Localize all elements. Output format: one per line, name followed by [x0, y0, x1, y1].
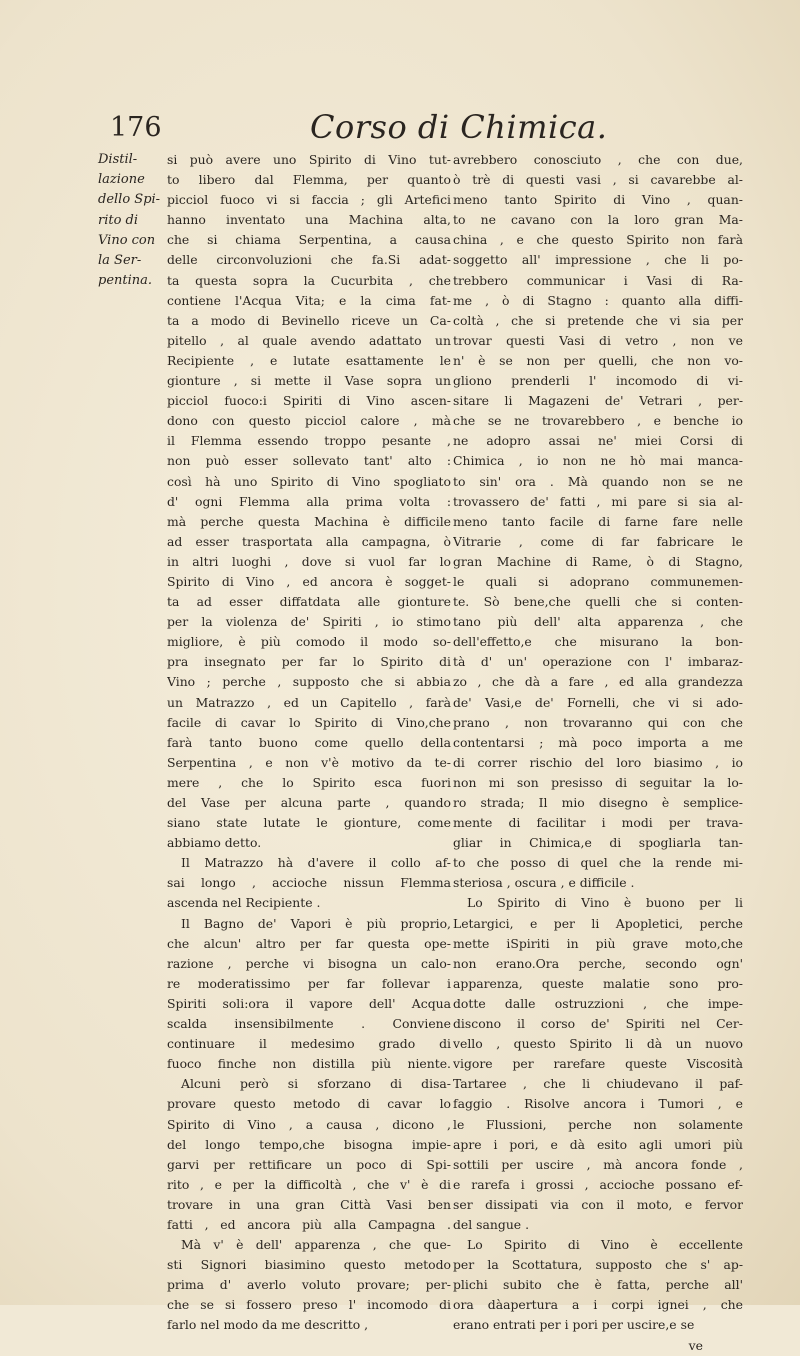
margin-note-line: la Ser-: [98, 253, 142, 269]
text-line: sti Signori biasimino questo metodo: [167, 1257, 451, 1273]
text-line: to che posso di quel che la rende mi-: [453, 855, 743, 871]
margin-note-line: dello Spi-: [98, 192, 161, 208]
text-line: trovassero de' fatti , mi pare si sia al-: [453, 493, 743, 509]
text-line: apre i pori, e dà esito agli umori più: [453, 1136, 743, 1152]
text-line: prima d' averlo voluto provare; per-: [167, 1277, 451, 1293]
text-line: re moderatissimo per far follevar i: [167, 975, 451, 991]
text-line: le quali si adoprano communemen-: [453, 573, 743, 589]
text-line: che si chiama Serpentina, a causa: [167, 232, 451, 248]
text-line: rito , e per la difficoltà , che v' è di: [167, 1176, 451, 1192]
text-line: meno tanto facile di farne fare nelle: [453, 513, 743, 529]
text-line: fuoco finche non distilla più niente.: [167, 1056, 451, 1072]
text-line: discono il corso de' Spiriti nel Cer-: [453, 1016, 743, 1032]
text-line: Letargici, e per li Apopletici, perche: [453, 915, 743, 931]
text-line: mente di facilitar i modi per trava-: [453, 815, 743, 831]
text-line: Spirito di Vino , a causa , dicono ,: [167, 1116, 451, 1132]
text-line: dell'effetto,e che misurano la bon-: [453, 634, 743, 650]
text-line: scalda insensibilmente . Conviene: [167, 1016, 451, 1032]
text-line: fatti , ed ancora più alla Campagna .: [167, 1216, 451, 1232]
text-line: soggetto all' impressione , che li po-: [453, 252, 743, 268]
text-line: coltà , che si pretende che vi sia per: [453, 312, 743, 328]
text-line: Spiriti soli:ora il vapore dell' Acqua: [167, 995, 451, 1011]
text-line: per la violenza de' Spiriti , io stimo: [167, 614, 451, 630]
text-line: ta ad esser diffatdata alle gionture: [167, 594, 451, 610]
text-line: che se si fossero preso l' incomodo di: [167, 1297, 451, 1313]
text-line: migliore, è più comodo il modo so-: [167, 634, 451, 650]
text-line: ta a modo di Bevinello riceve un Ca-: [167, 312, 451, 328]
margin-note-line: Distil-: [98, 152, 138, 167]
text-line: mette iSpiriti in più grave moto,che: [453, 935, 743, 951]
text-line: farlo nel modo da me descritto ,: [167, 1317, 369, 1333]
text-line: Alcuni però si sforzano di disa-: [181, 1076, 451, 1092]
text-line: ta questa sopra la Cucurbita , che: [167, 272, 451, 288]
text-line: meno tanto Spirito di Vino , quan-: [453, 192, 743, 208]
text-line: erano entrati per i pori per uscire,e se: [453, 1317, 695, 1333]
text-line: Vino ; perche , supposto che si abbia: [167, 674, 451, 690]
text-line: in altri luoghi , dove si vuol far lo: [167, 553, 451, 569]
text-line: trovar questi Vasi di vetro , non ve: [453, 332, 743, 348]
text-line: prano , non trovaranno qui con che: [453, 714, 743, 730]
text-line: Recipiente , e lutate esattamente le: [167, 352, 451, 368]
text-line: Chimica , io non ne hò mai manca-: [453, 453, 743, 469]
text-line: così hà uno Spirito di Vino spogliato: [167, 473, 451, 489]
text-line: mere , che lo Spirito esca fuori: [167, 774, 451, 790]
left-column: [167, 150, 451, 1336]
margin-note-line: pentina.: [98, 273, 153, 289]
text-line: garvi per rettificare un poco di Spi-: [167, 1156, 451, 1172]
text-line: non può esser sollevato tant' alto :: [167, 453, 451, 469]
text-line: ascenda nel Recipiente .: [167, 895, 321, 911]
text-line: siano state lutate le gionture, come: [167, 815, 451, 831]
text-line: mà perche questa Machina è difficile: [167, 513, 451, 529]
text-line: ò trè di questi vasi , si cavarebbe al-: [453, 172, 743, 188]
page-header: [100, 108, 740, 148]
text-line: ad esser trasportata alla campagna, ò: [167, 533, 451, 549]
text-line: non erano.Ora perche, secondo ogn': [453, 955, 743, 971]
text-line: to ne cavano con la loro gran Ma-: [453, 212, 743, 228]
text-line: me , ò di Stagno : quanto alla diffi-: [453, 292, 743, 308]
text-line: Lo Spirito di Vino è buono per li: [467, 895, 743, 911]
text-line: un Matrazzo , ed un Capitello , farà: [167, 694, 451, 710]
running-title: Corso di Chimica.: [310, 108, 608, 146]
text-line: d' ogni Flemma alla prima volta :: [167, 493, 451, 509]
text-line: picciol fuoco:i Spiriti di Vino ascen-: [167, 393, 451, 409]
text-line: trovare in una gran Città Vasi ben: [167, 1196, 451, 1212]
text-line: Spirito di Vino , ed ancora è sogget-: [167, 573, 451, 589]
text-line: plichi subito che è fatta, perche all': [453, 1277, 743, 1293]
text-line: non mi son presisso di seguitar la lo-: [453, 774, 743, 790]
page-number: 176: [110, 112, 162, 143]
text-line: gliono prenderli l' incomodo di vi-: [453, 373, 743, 389]
text-line: tà d' un' operazione con l' imbaraz-: [453, 654, 743, 670]
text-line: del longo tempo,che bisogna impie-: [167, 1136, 451, 1152]
text-line: vello , questo Spirito li dà un nuovo: [453, 1036, 743, 1052]
text-line: hanno inventato una Machina alta,: [167, 212, 451, 228]
text-line: dotte dalle ostruzzioni , che impe-: [453, 995, 743, 1011]
text-line: provare questo metodo di cavar lo: [167, 1096, 451, 1112]
text-line: vigore per rarefare queste Viscosità: [453, 1056, 743, 1072]
text-line: ne adopro assai ne' miei Corsi di: [453, 433, 743, 449]
text-line: faggio . Risolve ancora i Tumori , e: [453, 1096, 743, 1112]
text-line: to libero dal Flemma, per quanto: [167, 172, 451, 188]
text-line: de' Vasi,e de' Fornelli, che vi si ado-: [453, 694, 743, 710]
text-line: continuare il medesimo grado di: [167, 1036, 451, 1052]
text-line: sitare li Magazeni de' Vetrari , per-: [453, 393, 743, 409]
text-line: razione , perche vi bisogna un calo-: [167, 955, 451, 971]
text-line: ser dissipati via con il moto, e fervor: [453, 1196, 743, 1212]
text-line: trebbero communicar i Vasi di Ra-: [453, 272, 743, 288]
text-line: te. Sò bene,che quelli che si conten-: [453, 594, 743, 610]
text-line: le Flussioni, perche non solamente: [453, 1116, 743, 1132]
text-line: sai longo , accioche nissun Flemma: [167, 875, 451, 891]
text-line: del Vase per alcuna parte , quando: [167, 795, 451, 810]
text-line: abbiamo detto.: [167, 835, 262, 851]
margin-note-line: lazione: [98, 172, 145, 188]
margin-note-line: Vino con: [98, 232, 156, 248]
text-line: zo , che dà a fare , ed alla grandezza: [453, 674, 743, 690]
text-line: tano più dell' alta apparenza , che: [453, 614, 743, 630]
text-line: Il Bagno de' Vapori è più proprio,: [181, 915, 451, 931]
text-line: n' è se non per quelli, che non vo-: [453, 352, 743, 368]
text-line: gliar in Chimica,e di spogliarla tan-: [453, 835, 743, 851]
text-line: contentarsi ; mà poco importa a me: [453, 734, 743, 750]
text-line: pra insegnato per far lo Spirito di: [167, 654, 451, 670]
text-line: ve: [688, 1337, 703, 1353]
text-line: ora dàapertura a i corpi ignei , che: [453, 1297, 743, 1313]
text-line: delle circonvoluzioni che fa.Si adat-: [167, 252, 451, 268]
text-line: farà tanto buono come quello della: [167, 734, 451, 750]
text-line: sottili per uscire , mà ancora fonde ,: [453, 1156, 743, 1172]
text-line: Il Matrazzo hà d'avere il collo af-: [181, 855, 451, 871]
text-line: che se ne trovarebbero , e benche io: [453, 413, 743, 429]
text-line: pitello , al quale avendo adattato un: [167, 332, 451, 348]
margin-note: [98, 150, 166, 291]
text-line: apparenza, queste malatie sono pro-: [453, 975, 743, 991]
text-line: china , e che questo Spirito non farà: [453, 232, 743, 248]
text-line: facile di cavar lo Spirito di Vino,che: [167, 714, 451, 730]
text-line: si può avere uno Spirito di Vino tut-: [167, 152, 451, 167]
text-line: dono con questo picciol calore , mà: [167, 413, 451, 429]
text-line: picciol fuoco vi si faccia ; gli Artefici: [167, 192, 451, 208]
text-line: gran Machine di Rame, ò di Stagno,: [453, 553, 743, 569]
text-line: ro strada; Il mio disegno è semplice-: [453, 795, 743, 810]
text-line: Serpentina , e non v'è motivo da te-: [167, 754, 451, 770]
text-line: il Flemma essendo troppo pesante ,: [167, 433, 451, 449]
text-line: to sin' ora . Mà quando non se ne: [453, 473, 743, 489]
text-line: di correr rischio del loro biasimo , io: [453, 754, 743, 770]
text-line: gionture , si mette il Vase sopra un: [167, 373, 451, 389]
right-column: [453, 150, 743, 1356]
text-line: Mà v' è dell' apparenza , che que-: [181, 1237, 451, 1253]
text-line: Lo Spirito di Vino è eccellente: [467, 1237, 743, 1253]
text-line: steriosa , oscura , e difficile .: [453, 875, 635, 891]
text-line: del sangue .: [453, 1216, 530, 1232]
text-line: per la Scottatura, supposto che s' ap-: [453, 1257, 743, 1273]
margin-note-line: rito di: [98, 212, 139, 228]
text-line: avrebbero conosciuto , che con due,: [453, 152, 743, 167]
text-line: Vitrarie , come di far fabricare le: [453, 533, 743, 549]
text-line: contiene l'Acqua Vita; e la cima fat-: [167, 292, 451, 308]
text-line: Tartaree , che li chiudevano il paf-: [453, 1076, 743, 1092]
text-line: che alcun' altro per far questa ope-: [167, 935, 451, 951]
text-line: e rarefa i grossi , accioche possano ef-: [453, 1176, 743, 1192]
